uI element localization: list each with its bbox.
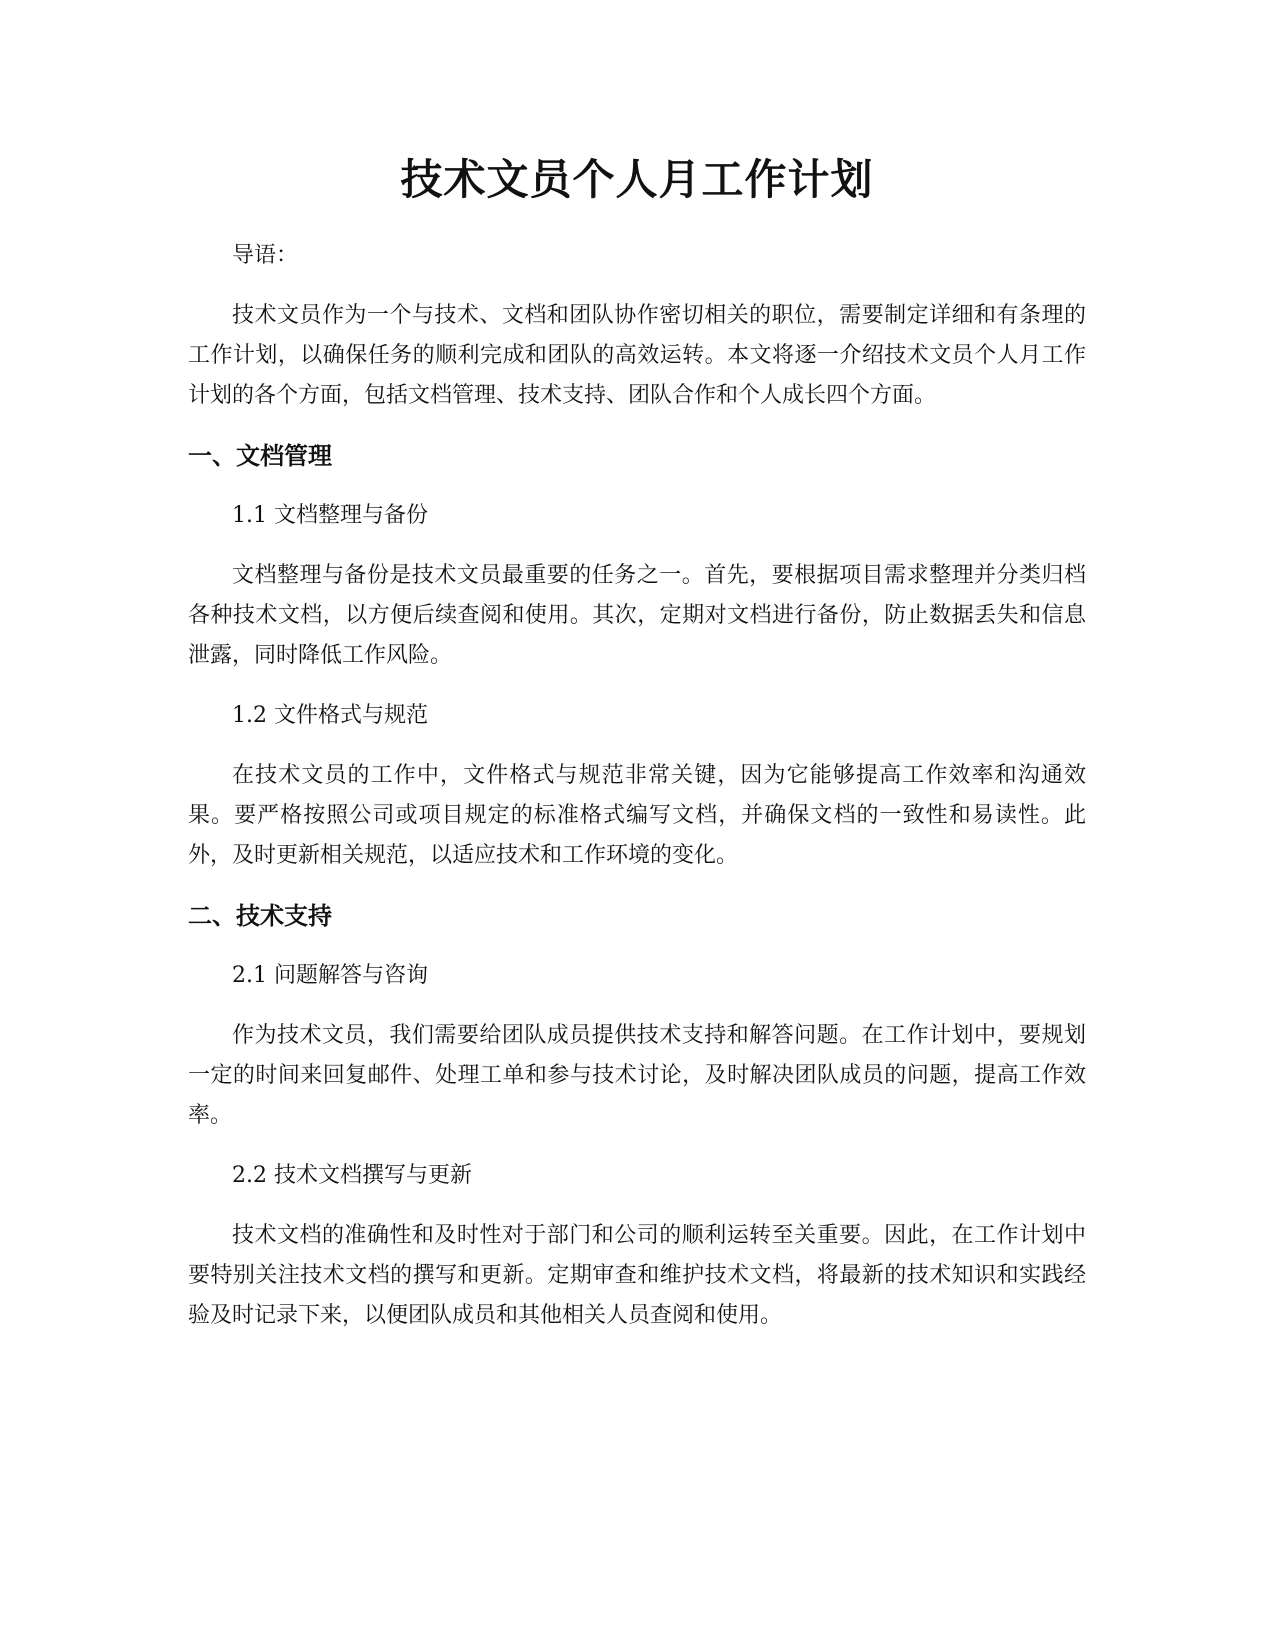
subsection-paragraph: 作为技术文员，我们需要给团队成员提供技术支持和解答问题。在工作计划中，要规划一定的时间来回复邮件、处理工单和参与技术讨论，及时解决团队成员的问题，提高工作效率。 bbox=[188, 1023, 1086, 1128]
document-title: 技术文员个人月工作计划 bbox=[400, 155, 874, 204]
subsection-title: 1.2 文件格式与规范 bbox=[232, 703, 428, 728]
subsection-title: 2.2 技术文档撰写与更新 bbox=[232, 1163, 472, 1188]
section-document-management bbox=[188, 436, 1086, 876]
subsection-paragraph: 文档整理与备份是技术文员最重要的任务之一。首先，要根据项目需求整理并分类归档各种技术文档，以方便后续查阅和使用。其次，定期对文档进行备份，防止数据丢失和信息泄露，同时降低工作风险。 bbox=[188, 563, 1086, 668]
subsection-title: 2.1 问题解答与咨询 bbox=[232, 963, 428, 988]
intro-label: 导语： bbox=[232, 243, 299, 268]
intro-paragraph: 技术文员作为一个与技术、文档和团队协作密切相关的职位，需要制定详细和有条理的工作计划，以确保任务的顺利完成和团队的高效运转。本文将逐一介绍技术文员个人月工作计划的各个方面，包括文档管理、技术支持、团队合作和个人成长四个方面。 bbox=[188, 303, 1086, 408]
section-heading: 二、技术支持 bbox=[188, 902, 332, 930]
document-body bbox=[188, 150, 1086, 1356]
subsection-paragraph: 技术文档的准确性和及时性对于部门和公司的顺利运转至关重要。因此，在工作计划中要特别关注技术文档的撰写和更新。定期审查和维护技术文档，将最新的技术知识和实践经验及时记录下来，以便团队成员和其他相关人员查阅和使用。 bbox=[188, 1223, 1086, 1328]
section-technical-support bbox=[188, 896, 1086, 1336]
section-heading: 一、文档管理 bbox=[188, 442, 332, 470]
subsection-title: 1.1 文档整理与备份 bbox=[232, 503, 428, 528]
subsection-paragraph: 在技术文员的工作中，文件格式与规范非常关键，因为它能够提高工作效率和沟通效果。要严格按照公司或项目规定的标准格式编写文档，并确保文档的一致性和易读性。此外，及时更新相关规范，以适应技术和工作环境的变化。 bbox=[188, 763, 1086, 868]
